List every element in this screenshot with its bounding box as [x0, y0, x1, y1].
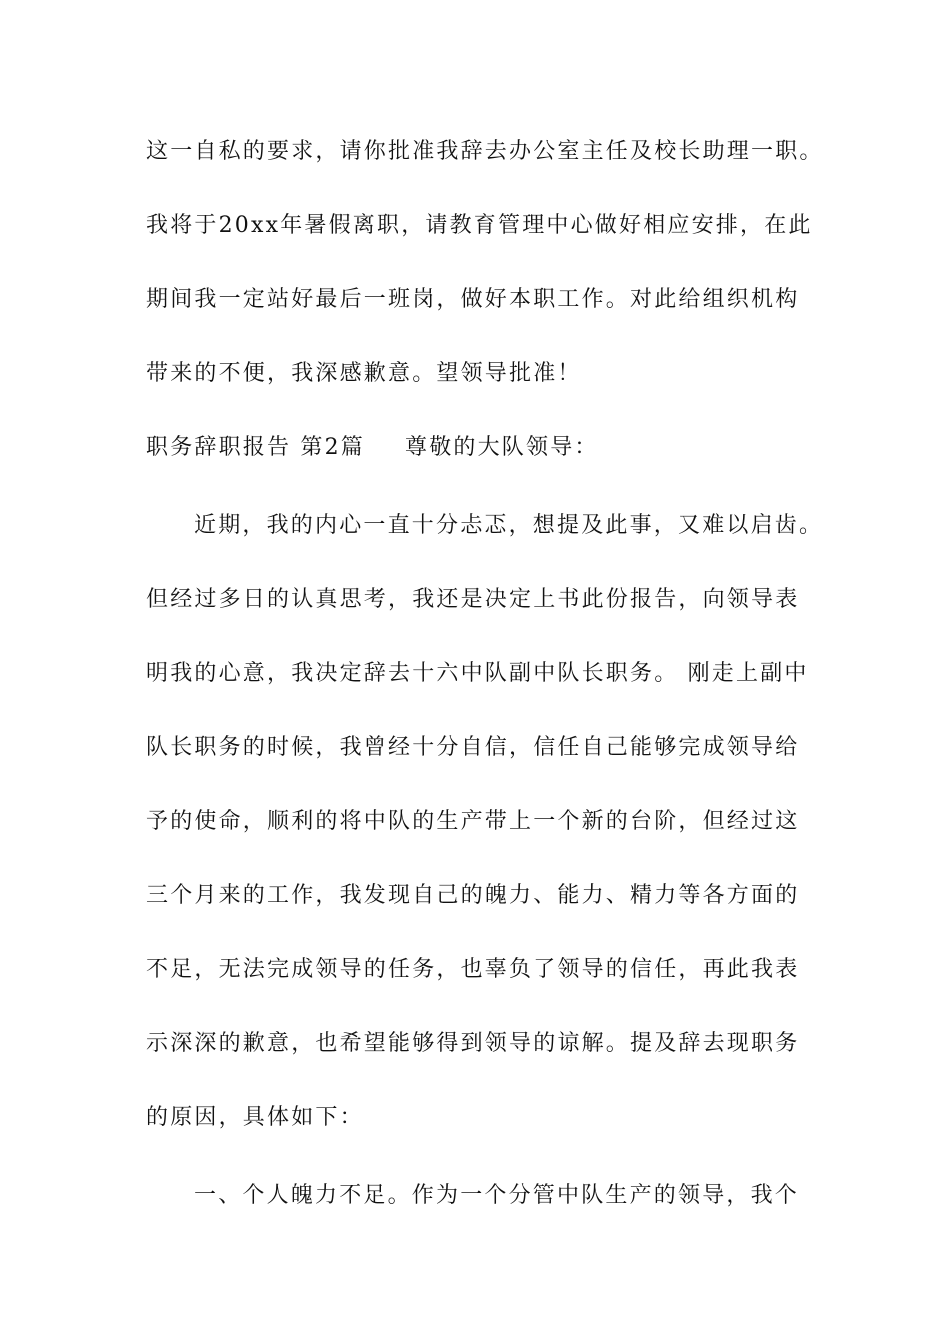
text-line: 带来的不便，我深感歉意。望领导批准！: [146, 361, 582, 386]
text-line: 近期，我的内心一直十分忐忑，想提及此事，又难以启齿。: [194, 513, 824, 538]
text-line: 期间我一定站好最后一班岗，做好本职工作。对此给组织机构: [146, 287, 800, 312]
text-line: 不足，无法完成领导的任务，也辜负了领导的信任，再此我表: [146, 957, 800, 982]
text-line: 这一自私的要求，请你批准我辞去办公室主任及校长助理一职。: [146, 139, 824, 164]
salutation: 尊敬的大队领导：: [405, 435, 599, 460]
text-line: 示深深的歉意，也希望能够得到领导的谅解。提及辞去现职务: [146, 1031, 800, 1056]
text-line: 一、个人魄力不足。作为一个分管中队生产的领导，我个: [194, 1183, 800, 1208]
text-line: 但经过多日的认真思考，我还是决定上书此份报告，向领导表: [146, 587, 800, 612]
text-line: 的原因，具体如下：: [146, 1105, 364, 1130]
text-line: 予的使命，顺利的将中队的生产带上一个新的台阶，但经过这: [146, 809, 800, 834]
text-line: 队长职务的时候，我曾经十分自信，信任自己能够完成领导给: [146, 735, 800, 760]
text-line: 我将于20xx年暑假离职，请教育管理中心做好相应安排，在此: [146, 213, 813, 238]
section-title: 职务辞职报告 第2篇: [146, 435, 365, 460]
text-line: 三个月来的工作，我发现自己的魄力、能力、精力等各方面的: [146, 883, 800, 908]
text-line: 明我的心意，我决定辞去十六中队副中队长职务。 刚走上副中: [146, 661, 809, 686]
section-heading: [146, 428, 826, 468]
